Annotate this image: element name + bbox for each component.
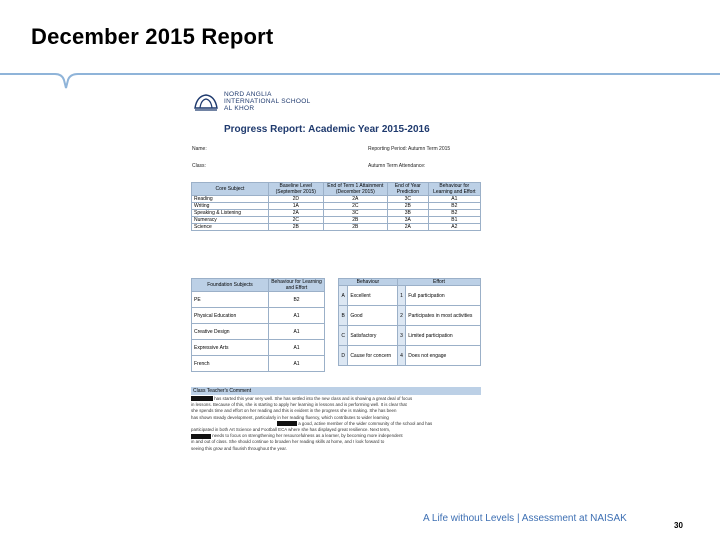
table-header: End of Year Prediction — [388, 183, 428, 196]
page-number: 30 — [674, 521, 683, 530]
table-header: Behaviour for Learning and Effort — [428, 183, 480, 196]
table-cell: Numeracy — [192, 217, 269, 224]
table-cell: 2D — [269, 196, 324, 203]
slide-title: December 2015 Report — [31, 24, 274, 49]
table-row — [192, 203, 481, 210]
table-cell: 2B — [388, 203, 428, 210]
table-row — [192, 224, 481, 231]
table-cell: B2 — [269, 292, 325, 308]
table-row — [192, 292, 325, 308]
table-row — [192, 196, 481, 203]
table-cell: Good — [348, 306, 398, 326]
redaction-bar — [191, 396, 213, 401]
name-label: Name: — [192, 146, 207, 152]
table-cell: 2B — [323, 217, 388, 224]
redaction-bar — [277, 421, 297, 426]
table-row — [339, 286, 481, 306]
redaction-bar — [191, 434, 211, 439]
table-cell: Cause for concern — [348, 346, 398, 366]
table-cell: D — [339, 346, 348, 366]
table-row — [339, 326, 481, 346]
table-cell: 4 — [397, 346, 405, 366]
behaviour-effort-key-table — [338, 278, 481, 366]
table-header: Foundation Subjects — [192, 279, 269, 292]
table-cell: 2C — [323, 203, 388, 210]
table-cell: B1 — [428, 217, 480, 224]
table-cell: B2 — [428, 203, 480, 210]
slide-footer: A Life without Levels | Assessment at NAISAK — [423, 513, 627, 524]
table-row — [339, 346, 481, 366]
table-header: Behaviour for Learning and Effort — [269, 279, 325, 292]
table-cell: 2C — [269, 217, 324, 224]
table-cell: PE — [192, 292, 269, 308]
foundation-subjects-table — [191, 278, 325, 372]
table-cell: A1 — [269, 356, 325, 372]
report-heading: Progress Report: Academic Year 2015-2016 — [224, 124, 430, 135]
table-cell: Physical Education — [192, 308, 269, 324]
table-header: Core Subject — [192, 183, 269, 196]
table-cell: 3C — [323, 210, 388, 217]
table-cell: 2A — [388, 224, 428, 231]
table-cell: 2A — [323, 196, 388, 203]
table-cell: Speaking & Listening — [192, 210, 269, 217]
report-document — [188, 88, 484, 478]
table-row — [192, 356, 325, 372]
table-cell: Expressive Arts — [192, 340, 269, 356]
table-header: Effort — [397, 279, 480, 286]
table-cell: Excellent — [348, 286, 398, 306]
teacher-comment: has started this year very well. She has settled into the new class and is showing a great deal of focus in lessons. Because of this, she is starting to apply her learning in lessons and is performing well. It is clear that she spends time and effort on her reading and this is evident in the progress she is making. She has been has shown steady development, particularly in her reading fluency, which contributes to wider learning a good, active member of the wider community of the school and has participated in both Art Science and Football ECA where she has displayed great resilience. Next term, needs to focus on strengthening her resourcefulness as a learner, by becoming more independent in and out of class. She should continue to broaden her reading skills at home, and I look forward to seeing this grow and flourish throughout the year. — [191, 396, 433, 451]
table-cell: 1 — [397, 286, 405, 306]
table-cell: B2 — [428, 210, 480, 217]
table-cell: A — [339, 286, 348, 306]
school-crest-icon — [192, 92, 220, 114]
table-header: Behaviour — [339, 279, 398, 286]
table-cell: 2A — [269, 210, 324, 217]
table-cell: A1 — [269, 340, 325, 356]
school-name: NORD ANGLIA INTERNATIONAL SCHOOL AL KHOR — [224, 91, 311, 112]
table-cell: Limited participation — [406, 326, 481, 346]
class-label: Class: — [192, 163, 206, 169]
table-cell: 2 — [397, 306, 405, 326]
attendance-label: Autumn Term Attendance: — [368, 163, 426, 169]
table-row — [339, 306, 481, 326]
table-cell: Full participation — [406, 286, 481, 306]
core-subjects-table — [191, 182, 481, 231]
table-cell: Creative Design — [192, 324, 269, 340]
table-header: End of Term 1 Attainment (December 2015) — [323, 183, 388, 196]
table-cell: Does not engage — [406, 346, 481, 366]
table-cell: 2B — [269, 224, 324, 231]
table-cell: 3 — [397, 326, 405, 346]
table-cell: 2B — [323, 224, 388, 231]
table-cell: 3C — [388, 196, 428, 203]
table-row — [192, 324, 325, 340]
table-cell: A1 — [428, 196, 480, 203]
table-header: Baseline Level (September 2015) — [269, 183, 324, 196]
table-cell: Satisfactory — [348, 326, 398, 346]
period-label: Reporting Period: Autumn Term 2015 — [368, 146, 451, 152]
table-cell: Science — [192, 224, 269, 231]
table-row — [192, 210, 481, 217]
table-cell: 3B — [388, 210, 428, 217]
table-cell: Reading — [192, 196, 269, 203]
table-cell: A2 — [428, 224, 480, 231]
table-cell: C — [339, 326, 348, 346]
table-cell: 1A — [269, 203, 324, 210]
table-row — [192, 340, 325, 356]
comment-heading: Class Teacher's Comment — [191, 387, 481, 395]
table-row — [192, 308, 325, 324]
table-cell: A1 — [269, 308, 325, 324]
table-row — [192, 217, 481, 224]
table-cell: 3A — [388, 217, 428, 224]
table-cell: A1 — [269, 324, 325, 340]
table-cell: Participates in most activities — [406, 306, 481, 326]
table-cell: Writing — [192, 203, 269, 210]
table-cell: French — [192, 356, 269, 372]
table-cell: B — [339, 306, 348, 326]
